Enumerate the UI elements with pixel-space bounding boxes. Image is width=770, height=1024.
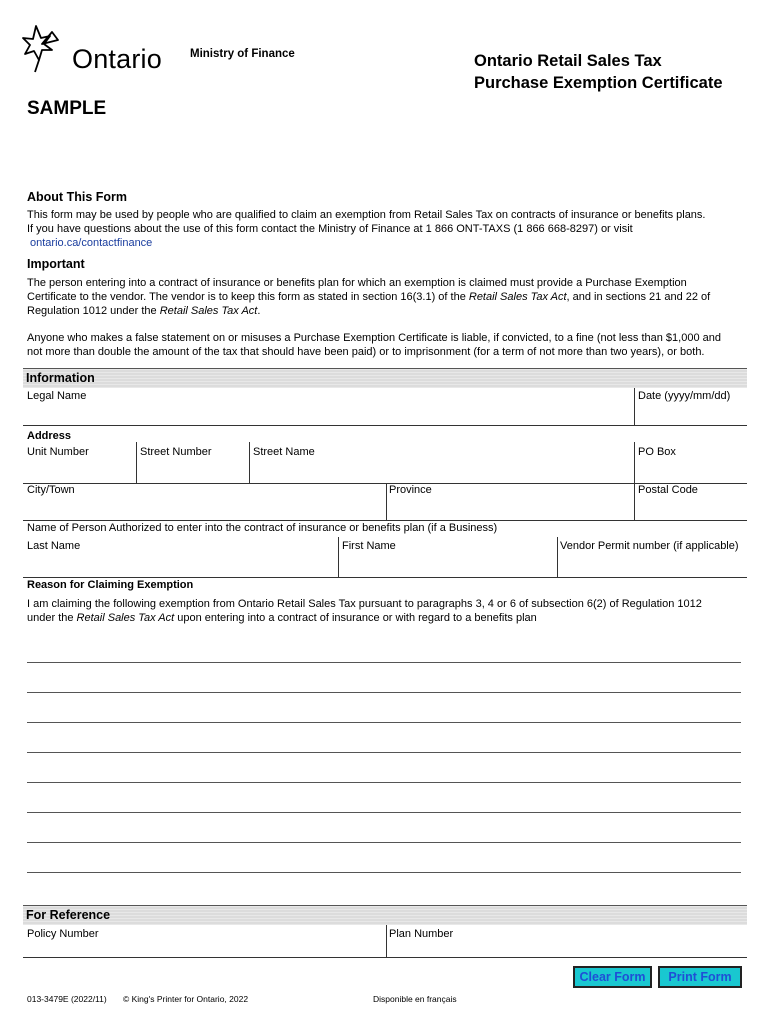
- reason-heading: Reason for Claiming Exemption: [27, 579, 194, 591]
- city-label: City/Town: [27, 484, 75, 496]
- postal-code-field[interactable]: [637, 496, 745, 518]
- important-p1-line3: Regulation 1012 under the Retail Sales Tax Act.: [27, 305, 261, 317]
- writing-line: [27, 842, 741, 843]
- vendor-permit-label: Vendor Permit number (if applicable): [560, 540, 739, 552]
- divider: [386, 483, 387, 520]
- sample-watermark: SAMPLE: [27, 98, 107, 119]
- last-name-label: Last Name: [27, 540, 81, 552]
- divider: [557, 537, 558, 577]
- logo-text: Ontario: [72, 44, 162, 74]
- date-field[interactable]: [636, 400, 746, 424]
- policy-number-label: Policy Number: [27, 928, 99, 940]
- writing-line: [27, 662, 741, 663]
- reason-line1: I am claiming the following exemption from Ontario Retail Sales Tax pursuant to paragraphs 3, 4 or 6 of subsection 6(2) of Regulation 1012: [27, 598, 702, 610]
- about-heading: About This Form: [27, 190, 127, 204]
- about-text: [27, 208, 705, 250]
- reason-textarea[interactable]: [27, 632, 741, 874]
- province-field[interactable]: [389, 496, 632, 518]
- last-name-field[interactable]: [27, 553, 336, 575]
- province-label: Province: [389, 484, 432, 496]
- ontario-trillium-logo: [22, 24, 72, 74]
- writing-line: [27, 872, 741, 873]
- important-heading: Important: [27, 257, 85, 271]
- writing-line: [27, 722, 741, 723]
- important-paragraph1: [27, 276, 710, 318]
- unit-number-label: Unit Number: [27, 446, 89, 458]
- important-p2-line2: not more than double the amount of the tax that should have been paid) or to imprisonment (for a term of not more than two years), or both.: [27, 346, 705, 358]
- unit-number-field[interactable]: [27, 458, 133, 482]
- reference-section-header: For Reference: [23, 905, 747, 925]
- about-line2: If you have questions about the use of this form contact the Ministry of Finance at 1 866 ONT-TAXS (1 866 668-8297) or visit: [27, 223, 633, 235]
- street-number-field[interactable]: [139, 458, 247, 482]
- print-form-button[interactable]: Print Form: [658, 966, 742, 988]
- divider: [634, 483, 635, 520]
- form-title: [474, 50, 723, 94]
- important-p1-line1: The person entering into a contract of insurance or benefits plan for which an exemption is claimed must provide a Purchase Exemption: [27, 277, 687, 289]
- vendor-permit-field[interactable]: [560, 553, 745, 575]
- plan-number-label: Plan Number: [389, 928, 454, 940]
- ministry-name: Ministry of Finance: [190, 48, 295, 60]
- french-availability: Disponible en français: [373, 994, 457, 1004]
- form-code: 013-3479E (2022/11): [27, 994, 107, 1004]
- city-field[interactable]: [27, 496, 383, 518]
- form-title-line2: Purchase Exemption Certificate: [474, 74, 723, 92]
- street-number-label: Street Number: [140, 446, 212, 458]
- divider: [338, 537, 339, 577]
- form-title-line1: Ontario Retail Sales Tax: [474, 52, 662, 70]
- important-p2-line1: Anyone who makes a false statement on or misuses a Purchase Exemption Certificate is liable, if convicted, to a fine (not less than $1,000 and: [27, 332, 721, 344]
- divider: [634, 442, 635, 484]
- contact-link[interactable]: ontario.ca/contactfinance: [30, 237, 153, 249]
- divider: [23, 957, 747, 958]
- po-box-label: PO Box: [638, 446, 676, 458]
- street-name-field[interactable]: [252, 458, 632, 482]
- street-name-label: Street Name: [253, 446, 315, 458]
- divider: [23, 520, 747, 521]
- reason-text: [27, 597, 702, 625]
- writing-line: [27, 692, 741, 693]
- writing-line: [27, 752, 741, 753]
- writing-line: [27, 812, 741, 813]
- reason-line2: under the Retail Sales Tax Act upon entering into a contract of insurance or with regard to a benefits plan: [27, 612, 537, 624]
- legal-name-label: Legal Name: [27, 390, 87, 402]
- copyright: © King's Printer for Ontario, 2022: [123, 994, 249, 1004]
- po-box-field[interactable]: [637, 458, 745, 482]
- divider: [634, 388, 635, 425]
- plan-number-field[interactable]: [389, 940, 745, 956]
- divider: [386, 925, 387, 957]
- first-name-field[interactable]: [341, 553, 555, 575]
- legal-name-field[interactable]: [27, 400, 633, 424]
- address-heading: Address: [27, 430, 72, 442]
- divider: [249, 442, 250, 484]
- about-line1: This form may be used by people who are qualified to claim an exemption from Retail Sales Tax on contracts of insurance or benefits plans.: [27, 209, 706, 221]
- writing-line: [27, 782, 741, 783]
- date-label: Date (yyyy/mm/dd): [638, 390, 731, 402]
- divider: [23, 425, 747, 426]
- divider: [136, 442, 137, 484]
- important-paragraph2: [27, 331, 721, 359]
- first-name-label: First Name: [342, 540, 396, 552]
- postal-code-label: Postal Code: [638, 484, 698, 496]
- clear-form-button[interactable]: Clear Form: [573, 966, 652, 988]
- important-p1-line2: Certificate to the vendor. The vendor is to keep this form as stated in section 16(3.1) of the Retail Sales Tax Act, and in sections 21 and 22 of: [27, 291, 711, 303]
- authorized-person-heading: Name of Person Authorized to enter into the contract of insurance or benefits plan (if a Business): [27, 522, 498, 534]
- divider: [23, 577, 747, 578]
- information-section-header: Information: [23, 368, 747, 388]
- policy-number-field[interactable]: [27, 940, 383, 956]
